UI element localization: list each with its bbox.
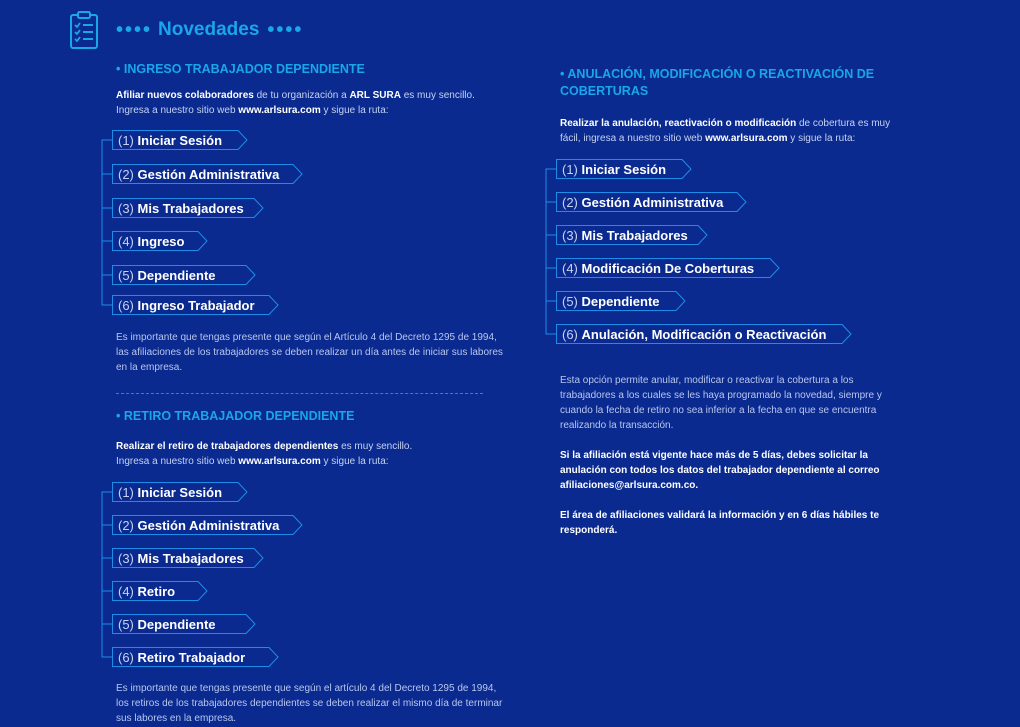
header-dots-right: ••••: [267, 18, 304, 41]
step-number: (4): [118, 233, 134, 249]
step-number: (4): [118, 583, 134, 599]
ingreso-note: Es importante que tengas presente que según el Artículo 4 del Decreto 1295 de 1994, las afiliaciones de los trabajadores se deben realizar un día antes de iniciar sus labores en la empresa.: [116, 332, 503, 373]
retiro-intro: Realizar el retiro de trabajadores dependientes es muy sencillo. Ingresa a nuestro sitio web www.arlsura.com y sigue la ruta:: [116, 441, 413, 467]
step-label: Retiro: [137, 583, 176, 599]
step-number: (1): [118, 132, 134, 148]
route-step: [556, 258, 780, 278]
step-label: Iniciar Sesión: [581, 161, 667, 177]
page-header: [68, 8, 303, 52]
step-number: (2): [562, 194, 578, 210]
step-label: Ingreso: [137, 233, 185, 249]
route-step: [556, 159, 692, 179]
ingreso-intro: Afiliar nuevos colaboradores de tu organización a ARL SURA es muy sencillo. Ingresa a nuestro sitio web www.arlsura.com y sigue la ruta:: [116, 90, 475, 116]
step-number: (3): [118, 550, 134, 566]
step-label: Dependiente: [137, 616, 216, 632]
step-label: Ingreso Trabajador: [137, 297, 255, 313]
route-step: [556, 192, 747, 212]
step-label: Gestión Administrativa: [581, 194, 724, 210]
route-step: [112, 647, 279, 667]
anulacion-note: Esta opción permite anular, modificar o reactivar la cobertura a los trabajadores a los cuales se les haya programado la novedad, siempre y cuando la fecha de retiro no sea inferior a la fecha en que se encuentra realizando la transacción.: [560, 375, 882, 431]
step-label: Modificación De Coberturas: [581, 260, 755, 276]
route-bracket: [100, 482, 114, 669]
step-label: Iniciar Sesión: [137, 132, 223, 148]
website-link[interactable]: www.arlsura.com: [238, 456, 321, 467]
anulacion-email-note: Si la afiliación está vigente hace más de 5 días, debes solicitar la anulación con todos los datos del trabajador dependiente al correo afiliaciones@arlsura.com.co.: [560, 450, 880, 491]
route-step: [112, 295, 279, 315]
retiro-section-title: • RETIRO TRABAJADOR DEPENDIENTE: [116, 409, 355, 423]
route-step: [112, 614, 256, 634]
step-number: (6): [118, 649, 134, 665]
anulacion-response-note: El área de afiliaciones validará la información y en 6 días hábiles te responderá.: [560, 510, 880, 536]
page-title: Novedades: [158, 19, 260, 40]
step-label: Gestión Administrativa: [137, 166, 280, 182]
route-step: [556, 225, 708, 245]
route-step: [112, 130, 248, 150]
route-step: [112, 164, 303, 184]
step-number: (5): [118, 267, 134, 283]
section-divider: [116, 393, 483, 394]
step-label: Mis Trabajadores: [137, 200, 244, 216]
step-label: Iniciar Sesión: [137, 484, 223, 500]
route-bracket: [544, 159, 558, 346]
step-number: (6): [118, 297, 134, 313]
step-label: Gestión Administrativa: [137, 517, 280, 533]
header-dots-left: ••••: [116, 18, 153, 41]
route-step: [112, 231, 208, 251]
step-label: Dependiente: [581, 293, 660, 309]
website-link[interactable]: www.arlsura.com: [238, 105, 321, 116]
clipboard-checklist-icon: [68, 10, 102, 50]
route-step: [112, 482, 248, 502]
retiro-note: Es importante que tengas presente que según el artículo 4 del Decreto 1295 de 1994, los retiros de los trabajadores dependientes se deben realizar el mismo día de terminar sus labores en la empresa.: [116, 683, 503, 724]
ingreso-section-title: • INGRESO TRABAJADOR DEPENDIENTE: [116, 62, 365, 76]
route-step: [112, 515, 303, 535]
step-label: Anulación, Modificación o Reactivación: [581, 326, 827, 342]
step-number: (3): [562, 227, 578, 243]
website-link[interactable]: www.arlsura.com: [705, 133, 788, 144]
route-step: [112, 581, 208, 601]
step-label: Dependiente: [137, 267, 216, 283]
step-number: (6): [562, 326, 578, 342]
route-step: [112, 548, 264, 568]
step-number: (1): [562, 161, 578, 177]
step-number: (4): [562, 260, 578, 276]
route-step: [112, 198, 264, 218]
anulacion-intro: Realizar la anulación, reactivación o modificación de cobertura es muy fácil, ingresa a nuestro sitio web www.arlsura.com y sigue la ruta:: [560, 118, 891, 144]
route-bracket: [100, 130, 114, 317]
step-number: (3): [118, 200, 134, 216]
anulacion-section-title: • ANULACIÓN, MODIFICACIÓN O REACTIVACIÓN DE COBERTURAS: [560, 67, 875, 98]
route-step: [556, 291, 686, 311]
step-label: Retiro Trabajador: [137, 649, 246, 665]
step-number: (2): [118, 517, 134, 533]
step-label: Mis Trabajadores: [581, 227, 688, 243]
step-number: (5): [118, 616, 134, 632]
step-number: (5): [562, 293, 578, 309]
step-number: (1): [118, 484, 134, 500]
route-step: [556, 324, 852, 344]
step-label: Mis Trabajadores: [137, 550, 244, 566]
route-step: [112, 265, 256, 285]
step-number: (2): [118, 166, 134, 182]
